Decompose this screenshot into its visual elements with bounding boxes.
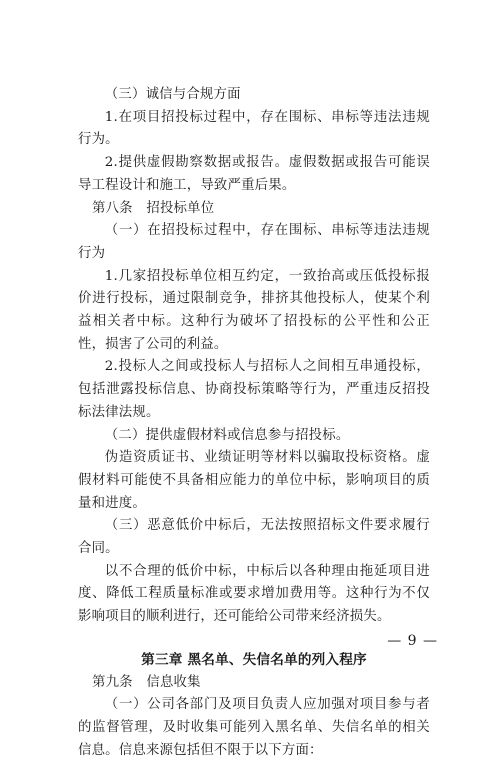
section-heading: （三）诚信与合规方面 [104,87,241,102]
article-heading: 第八条 招投标单位 [92,200,215,216]
body-paragraph: 1.几家招投标单位相互约定，一致抬高或压低投标报价进行投标，通过限制竞争，排挤其他投标人，使某个利益相关者中标。这种行为破坏了招投标的公平性和公正性，损害了公司的利益。 [78,268,430,352]
body-paragraph: 2.投标人之间或投标人与招标人之间相互串通投标，包括泄露投标信息、协商投标策略等行为，严重违反招投标法律法规。 [78,359,430,420]
body-paragraph: 伪造资质证书、业绩证明等材料以骗取投标资格。虚假材料可能使不具备相应能力的单位中标，影响项目的质量和进度。 [78,450,430,511]
section-heading: （二）提供虚假材料或信息参与招投标。 [104,427,350,443]
body-paragraph: 以不合理的低价中标，中标后以各种理由拖延项目进度、降低工程质量标准或要求增加费用等。这种行为不仅影响项目的顺利进行，还可能给公司带来经济损失。 [78,563,430,625]
page-number: — 9 — [387,633,438,649]
body-paragraph: 2.提供虚假勘察数据或报告。虚假数据或报告可能误导工程设计和施工，导致严重后果。 [78,155,430,193]
section-heading: （三）恶意低价中标后，无法按照招标文件要求履行合同。 [78,518,430,557]
body-paragraph: （一）公司各部门及项目负责人应加强对项目参与者的监督管理，及时收集可能列入黑名单、失信名单的相关信息。信息来源包括但不限于以下方面： [78,697,430,758]
body-paragraph: 1.在项目招投标过程中，存在围标、串标等违法违规行为。 [78,109,430,148]
section-heading: （一）在招投标过程中，存在围标、串标等违法违规行为 [78,223,430,261]
chapter-title: 第三章 黑名单、失信名单的列入程序 [141,651,367,668]
page-body [78,84,430,762]
article-heading: 第九条 信息收集 [92,674,201,690]
